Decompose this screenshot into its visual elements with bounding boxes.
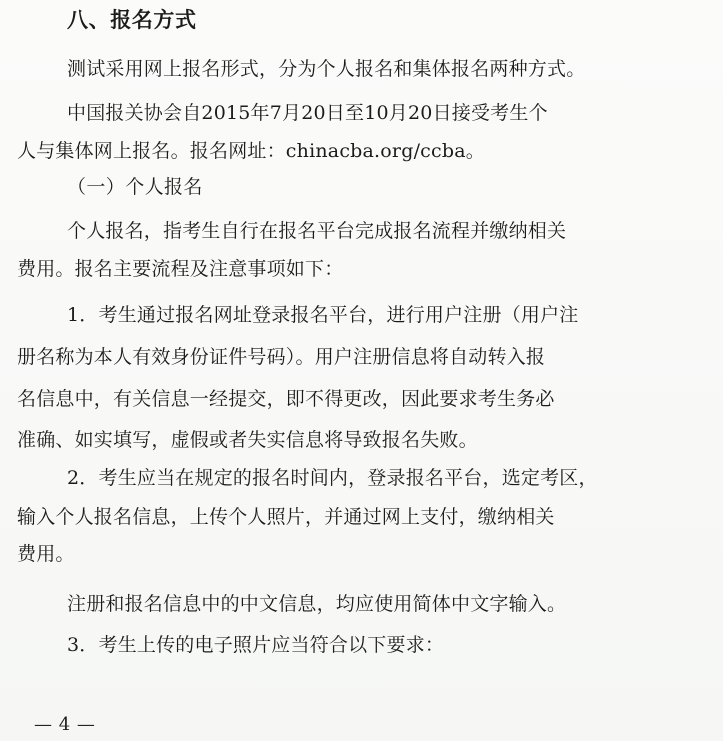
note-line: 注册和报名信息中的中文信息，均应使用简体中文字输入。 <box>67 593 567 615</box>
item-2-line-1: 2．考生应当在规定的报名时间内，登录报名平台，选定考区， <box>67 467 598 489</box>
subsection-desc-line-1: 个人报名，指考生自行在报名平台完成报名流程并缴纳相关 <box>67 220 567 242</box>
item-1-line-3: 名信息中，有关信息一经提交，即不得更改，因此要求考生务必 <box>17 388 555 410</box>
section-intro: 测试采用网上报名形式，分为个人报名和集体报名两种方式。 <box>67 58 586 80</box>
item-1-line-1: 1．考生通过报名网址登录报名平台，进行用户注册（用户注 <box>67 304 579 326</box>
section-heading: 八、报名方式 <box>67 8 197 32</box>
item-2-line-3: 费用。 <box>17 543 75 565</box>
schedule-line-1: 中国报关协会自2015年7月20日至10月20日接受考生个 <box>67 102 548 124</box>
subsection-desc-line-2: 费用。报名主要流程及注意事项如下： <box>17 258 344 280</box>
page-number-footer: — 4 — <box>34 714 96 735</box>
item-3-line: 3．考生上传的电子照片应当符合以下要求： <box>67 634 445 656</box>
item-1-line-2: 册名称为本人有效身份证件号码）。用户注册信息将自动转入报 <box>17 346 546 368</box>
item-1-line-4: 准确、如实填写，虚假或者失实信息将导致报名失败。 <box>17 429 478 451</box>
subsection-title: （一）个人报名 <box>67 176 203 198</box>
schedule-line-2: 人与集体网上报名。报名网址：chinacba.org/ccba。 <box>17 140 485 162</box>
item-2-line-2: 输入个人报名信息，上传个人照片，并通过网上支付，缴纳相关 <box>17 506 555 528</box>
